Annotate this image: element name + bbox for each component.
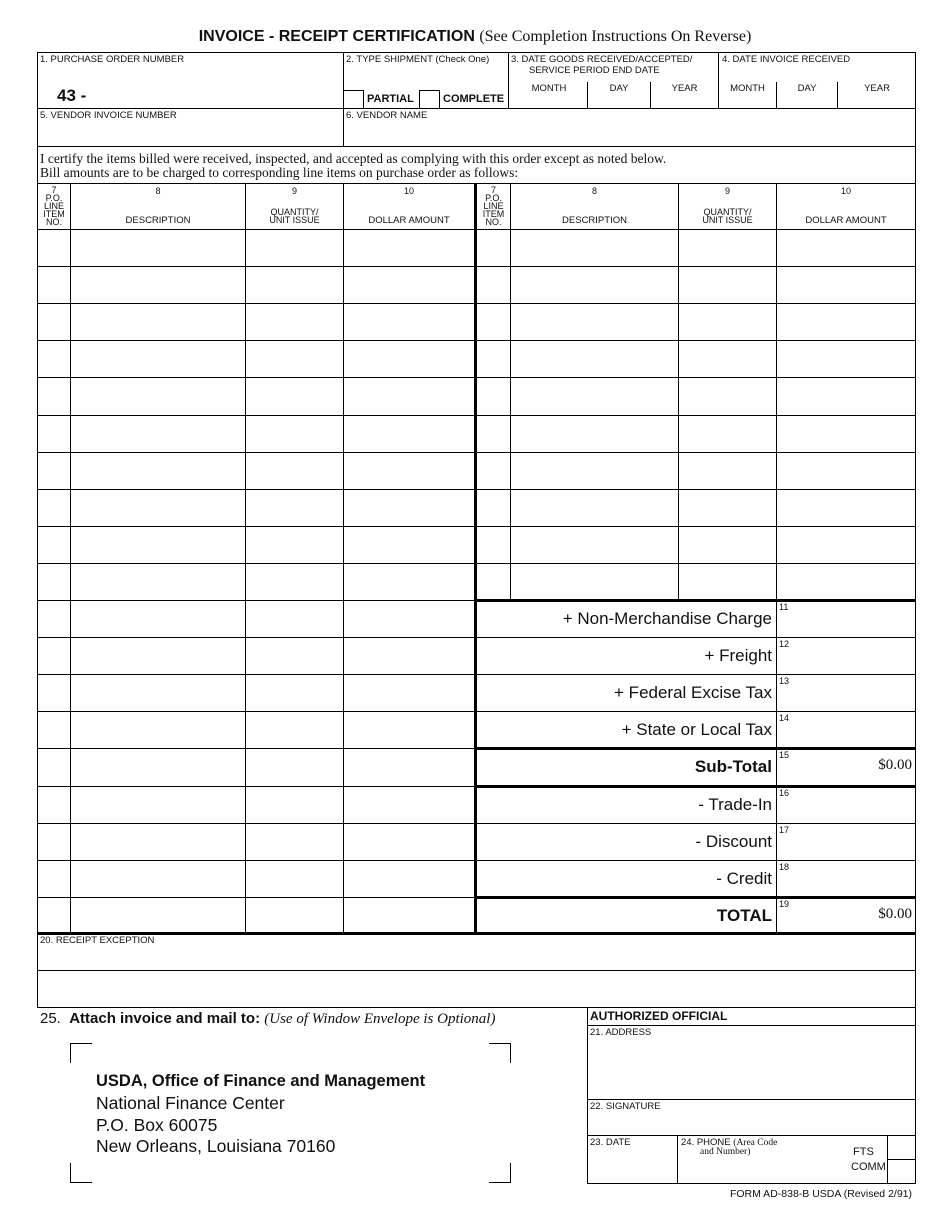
mail-heading: 25. Attach invoice and mail to: (Use of Window Envelope is Optional) <box>40 1010 496 1027</box>
table-row[interactable] <box>38 527 915 563</box>
date-field[interactable] <box>588 1148 676 1182</box>
signature-field[interactable] <box>588 1112 914 1134</box>
mail-address-line-2: National Finance Center <box>96 1093 285 1113</box>
charge-row-line <box>474 747 916 750</box>
phone-label-2: and Number) <box>700 1147 751 1157</box>
charge-label: + State or Local Tax <box>621 720 772 739</box>
table-row[interactable] <box>38 898 474 934</box>
charge-row-line <box>474 860 916 861</box>
mail-address-line-4: New Orleans, Louisiana 70160 <box>96 1136 336 1156</box>
charge-row-line <box>474 785 916 788</box>
date-goods-label-2: SERVICE PERIOD END DATE <box>529 65 660 76</box>
date-goods-day: DAY <box>609 83 629 94</box>
charge-field-number: 11 <box>779 602 789 612</box>
charge-amount-field[interactable]: $0.00 <box>878 906 912 922</box>
charge-field-number: 12 <box>779 639 790 649</box>
table-row[interactable] <box>38 638 474 674</box>
receipt-exception-label: 20. RECEIPT EXCEPTION <box>40 935 155 946</box>
charge-label: - Discount <box>695 832 772 851</box>
date-label: 23. DATE <box>590 1137 631 1148</box>
form-title-main: INVOICE - RECEIPT CERTIFICATION <box>198 28 475 45</box>
table-row[interactable] <box>38 230 915 266</box>
col-qty-1-2: QUANTITY/ <box>703 207 752 217</box>
receipt-exception-field[interactable] <box>38 971 915 1007</box>
charge-field-number: 17 <box>779 825 790 835</box>
col-dollar-amount-2: DOLLAR AMOUNT <box>805 215 887 226</box>
col-desc-num-2: 8 <box>591 186 597 196</box>
charge-label: - Credit <box>716 869 772 888</box>
col-line-num: 7 <box>51 185 57 195</box>
charge-field-number: 16 <box>779 788 790 798</box>
charge-row-line <box>474 896 916 899</box>
charge-row-line <box>474 674 916 675</box>
col-qty-1: QUANTITY/ <box>270 207 319 217</box>
table-row[interactable] <box>38 675 474 711</box>
charge-label: Sub-Total <box>694 757 772 776</box>
col-line-item-header: P.O. LINE ITEM NO. <box>43 193 65 227</box>
charge-field-number: 13 <box>779 676 790 686</box>
date-invoice-year: YEAR <box>864 83 890 94</box>
charge-label: + Freight <box>704 646 772 665</box>
charge-field-number: 18 <box>779 862 790 872</box>
col-line-num-2: 7 <box>490 185 496 195</box>
table-row[interactable] <box>38 861 474 897</box>
table-row[interactable] <box>38 824 474 860</box>
table-row[interactable] <box>38 378 915 414</box>
date-invoice-month: MONTH <box>730 83 765 94</box>
comm-phone-field[interactable] <box>889 1161 914 1182</box>
col-qty-2-2: UNIT ISSUE <box>702 215 753 225</box>
authorized-official-heading: AUTHORIZED OFFICIAL <box>590 1009 728 1023</box>
table-row[interactable] <box>38 787 474 823</box>
vendor-invoice-label: 5. VENDOR INVOICE NUMBER <box>40 110 177 121</box>
charge-field-number: 15 <box>779 750 790 760</box>
form-number: FORM AD-838-B USDA (Revised 2/91) <box>729 1188 912 1200</box>
charge-label: + Non-Merchandise Charge <box>562 609 772 628</box>
table-row[interactable] <box>38 416 915 452</box>
charge-amount-field[interactable]: $0.00 <box>878 757 912 773</box>
charge-row-line <box>474 599 916 602</box>
type-shipment-label: 2. TYPE SHIPMENT (Check One) <box>346 54 490 65</box>
certification-line-1: I certify the items billed were received, inspected, and accepted as complying with this order except as noted below. <box>40 151 667 166</box>
table-row[interactable] <box>38 601 474 637</box>
fts-phone-field[interactable] <box>889 1137 914 1158</box>
po-number-label: 1. PURCHASE ORDER NUMBER <box>40 54 185 65</box>
col-qty-num: 9 <box>291 186 297 196</box>
charge-label: - Trade-In <box>698 795 772 814</box>
date-goods-year: YEAR <box>671 83 698 94</box>
vendor-name-label: 6. VENDOR NAME <box>346 110 428 121</box>
col-desc-num: 8 <box>155 186 161 196</box>
mail-address-line-1: USDA, Office of Finance and Management <box>96 1072 426 1090</box>
col-amount-num-2: 10 <box>840 186 851 196</box>
date-invoice-label: 4. DATE INVOICE RECEIVED <box>722 54 851 65</box>
complete-label: COMPLETE <box>443 93 505 105</box>
col-description: DESCRIPTION <box>125 215 191 226</box>
col-description-2: DESCRIPTION <box>562 215 627 226</box>
charge-row-line <box>474 637 916 638</box>
charge-label: + Federal Excise Tax <box>614 683 772 702</box>
table-row[interactable] <box>38 564 915 600</box>
col-qty-num-2: 9 <box>724 186 730 196</box>
partial-label: PARTIAL <box>367 93 414 105</box>
table-row[interactable] <box>38 267 915 303</box>
table-row[interactable] <box>38 749 474 785</box>
window-corner-top-right <box>489 1043 511 1063</box>
form-title <box>0 28 950 46</box>
window-corner-top-left <box>70 1043 92 1063</box>
charge-field-number: 19 <box>779 899 790 909</box>
fts-label: FTS <box>853 1146 874 1158</box>
window-corner-bottom-left <box>70 1163 92 1183</box>
po-number-value[interactable]: 43 - <box>57 86 87 105</box>
table-row[interactable] <box>38 490 915 526</box>
comm-label: COMM <box>851 1161 886 1173</box>
charge-field-number: 14 <box>779 713 790 723</box>
certification-line-2: Bill amounts are to be charged to corresponding line items on purchase order as follows: <box>40 165 519 180</box>
date-goods-label: 3. DATE GOODS RECEIVED/ACCEPTED/ <box>511 54 693 65</box>
date-goods-month: MONTH <box>531 83 567 94</box>
window-corner-bottom-right <box>489 1163 511 1183</box>
col-qty-2: UNIT ISSUE <box>269 215 320 225</box>
charge-row-line <box>474 711 916 712</box>
table-row[interactable] <box>38 304 915 340</box>
signature-label: 22. SIGNATURE <box>590 1101 661 1112</box>
col-dollar-amount: DOLLAR AMOUNT <box>368 215 450 226</box>
phone-label: 24. PHONE (Area Code <box>681 1137 778 1148</box>
table-row[interactable] <box>38 712 474 748</box>
col-line-item-header-2: P.O. LINE ITEM NO. <box>482 193 505 227</box>
address-label: 21. ADDRESS <box>590 1027 652 1038</box>
mail-address-line-3: P.O. Box 60075 <box>96 1115 218 1135</box>
date-invoice-day: DAY <box>797 83 817 94</box>
form-title-instructions: (See Completion Instructions On Reverse) <box>479 28 752 45</box>
charge-label: TOTAL <box>716 906 772 925</box>
table-row[interactable] <box>38 341 915 377</box>
charge-row-line <box>474 823 916 824</box>
col-amount-num: 10 <box>403 186 414 196</box>
address-field[interactable] <box>588 1040 914 1098</box>
table-row[interactable] <box>38 453 915 489</box>
